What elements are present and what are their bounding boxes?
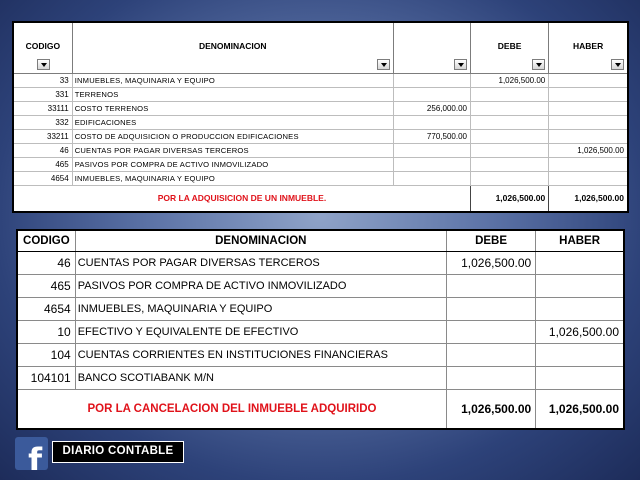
- haber-cell[interactable]: [536, 344, 624, 367]
- parcial-cell[interactable]: 256,000.00: [393, 102, 470, 116]
- debe-cell[interactable]: [470, 158, 548, 172]
- parcial-cell[interactable]: [393, 74, 470, 88]
- table-row: [17, 252, 624, 275]
- denominacion-cell[interactable]: PASIVOS POR COMPRA DE ACTIVO INMOVILIZADO: [75, 275, 446, 298]
- denominacion-cell[interactable]: CUENTAS CORRIENTES EN INSTITUCIONES FINANCIERAS: [75, 344, 446, 367]
- denominacion-header-label: DENOMINACION: [198, 41, 267, 51]
- haber-cell[interactable]: [536, 275, 624, 298]
- parcial-cell[interactable]: 770,500.00: [393, 130, 470, 144]
- table-row: [13, 144, 628, 158]
- codigo-cell[interactable]: 332: [13, 116, 72, 130]
- codigo-header-label: CODIGO: [25, 41, 61, 51]
- codigo-cell[interactable]: 46: [17, 252, 75, 275]
- debe-cell[interactable]: [446, 321, 535, 344]
- codigo-cell[interactable]: 331: [13, 88, 72, 102]
- denominacion-filter-dropdown-icon[interactable]: [377, 59, 390, 70]
- denominacion-cell[interactable]: PASIVOS POR COMPRA DE ACTIVO INMOVILIZADO: [72, 158, 393, 172]
- debe-cell[interactable]: [446, 275, 535, 298]
- table-row: [13, 172, 628, 186]
- haber-header: [549, 22, 628, 74]
- table-row: [17, 321, 624, 344]
- debe-filter-dropdown-icon[interactable]: [532, 59, 545, 70]
- parcial-cell[interactable]: [393, 144, 470, 158]
- denominacion-cell[interactable]: EDIFICACIONES: [72, 116, 393, 130]
- table-row: [17, 367, 624, 390]
- table-row: [13, 74, 628, 88]
- facebook-glyph: f: [28, 441, 42, 470]
- total-debe[interactable]: 1,026,500.00: [470, 186, 548, 213]
- haber-cell[interactable]: [549, 88, 628, 102]
- codigo-cell[interactable]: 4654: [17, 298, 75, 321]
- purchase-journal-entry-table: [12, 21, 629, 213]
- haber-header: HABER: [536, 230, 624, 252]
- table1-total-row: [13, 186, 628, 213]
- table-row: [13, 102, 628, 116]
- payment-journal-entry-table: [16, 229, 625, 430]
- total-description[interactable]: POR LA CANCELACION DEL INMUEBLE ADQUIRIDO: [17, 390, 446, 430]
- table-row: [13, 130, 628, 144]
- diario-contable-label[interactable]: DIARIO CONTABLE: [52, 441, 184, 463]
- total-haber[interactable]: 1,026,500.00: [536, 390, 624, 430]
- denominacion-cell[interactable]: BANCO SCOTIABANK M/N: [75, 367, 446, 390]
- haber-cell[interactable]: [549, 158, 628, 172]
- debe-cell[interactable]: [470, 102, 548, 116]
- haber-cell[interactable]: [549, 130, 628, 144]
- denominacion-cell[interactable]: COSTO TERRENOS: [72, 102, 393, 116]
- debe-cell[interactable]: [446, 367, 535, 390]
- parcial-cell[interactable]: [393, 158, 470, 172]
- haber-cell[interactable]: [549, 116, 628, 130]
- codigo-filter-dropdown-icon[interactable]: [37, 59, 50, 70]
- haber-cell[interactable]: [549, 102, 628, 116]
- haber-cell[interactable]: 1,026,500.00: [549, 144, 628, 158]
- debe-header: DEBE: [446, 230, 535, 252]
- codigo-cell[interactable]: 33: [13, 74, 72, 88]
- denominacion-cell[interactable]: EFECTIVO Y EQUIVALENTE DE EFECTIVO: [75, 321, 446, 344]
- parcial-cell[interactable]: [393, 116, 470, 130]
- debe-cell[interactable]: [470, 172, 548, 186]
- codigo-header: [13, 22, 72, 74]
- table-row: [17, 275, 624, 298]
- denominacion-header: DENOMINACION: [75, 230, 446, 252]
- debe-header-label: DEBE: [497, 41, 522, 51]
- debe-cell[interactable]: 1,026,500.00: [470, 74, 548, 88]
- table-row: [13, 88, 628, 102]
- table-row: [17, 298, 624, 321]
- denominacion-cell[interactable]: CUENTAS POR PAGAR DIVERSAS TERCEROS: [72, 144, 393, 158]
- denominacion-cell[interactable]: INMUEBLES, MAQUINARIA Y EQUIPO: [72, 74, 393, 88]
- codigo-cell[interactable]: 33111: [13, 102, 72, 116]
- debe-cell[interactable]: [470, 144, 548, 158]
- codigo-cell[interactable]: 4654: [13, 172, 72, 186]
- debe-cell[interactable]: [446, 344, 535, 367]
- denominacion-cell[interactable]: COSTO DE ADQUISICION O PRODUCCION EDIFICACIONES: [72, 130, 393, 144]
- debe-cell[interactable]: [470, 116, 548, 130]
- parcial-header: [393, 22, 470, 74]
- codigo-cell[interactable]: 104: [17, 344, 75, 367]
- debe-cell[interactable]: [470, 88, 548, 102]
- haber-filter-dropdown-icon[interactable]: [611, 59, 624, 70]
- parcial-cell[interactable]: [393, 172, 470, 186]
- table1-header-row: [13, 22, 628, 74]
- total-description[interactable]: POR LA ADQUISICION DE UN INMUEBLE.: [13, 186, 470, 213]
- denominacion-cell[interactable]: INMUEBLES, MAQUINARIA Y EQUIPO: [72, 172, 393, 186]
- facebook-icon[interactable]: [15, 437, 48, 470]
- table2-header-row: [17, 230, 624, 252]
- codigo-cell[interactable]: 104101: [17, 367, 75, 390]
- parcial-cell[interactable]: [393, 88, 470, 102]
- debe-header: [470, 22, 548, 74]
- total-haber[interactable]: 1,026,500.00: [549, 186, 628, 213]
- debe-cell[interactable]: [446, 298, 535, 321]
- table-row: [13, 116, 628, 130]
- debe-cell[interactable]: 1,026,500.00: [446, 252, 535, 275]
- codigo-cell[interactable]: 33211: [13, 130, 72, 144]
- haber-cell[interactable]: [536, 298, 624, 321]
- codigo-cell[interactable]: 465: [13, 158, 72, 172]
- parcial-filter-dropdown-icon[interactable]: [454, 59, 467, 70]
- haber-header-label: HABER: [572, 41, 604, 51]
- codigo-cell[interactable]: 465: [17, 275, 75, 298]
- haber-cell[interactable]: [549, 74, 628, 88]
- debe-cell[interactable]: [470, 130, 548, 144]
- denominacion-cell[interactable]: TERRENOS: [72, 88, 393, 102]
- haber-cell[interactable]: [536, 252, 624, 275]
- codigo-cell[interactable]: 46: [13, 144, 72, 158]
- total-debe[interactable]: 1,026,500.00: [446, 390, 535, 430]
- denominacion-cell[interactable]: INMUEBLES, MAQUINARIA Y EQUIPO: [75, 298, 446, 321]
- table2-total-row: [17, 390, 624, 430]
- haber-cell[interactable]: [549, 172, 628, 186]
- codigo-header: CODIGO: [17, 230, 75, 252]
- haber-cell[interactable]: 1,026,500.00: [536, 321, 624, 344]
- table-row: [13, 158, 628, 172]
- denominacion-header: [72, 22, 393, 74]
- denominacion-cell[interactable]: CUENTAS POR PAGAR DIVERSAS TERCEROS: [75, 252, 446, 275]
- table-row: [17, 344, 624, 367]
- codigo-cell[interactable]: 10: [17, 321, 75, 344]
- haber-cell[interactable]: [536, 367, 624, 390]
